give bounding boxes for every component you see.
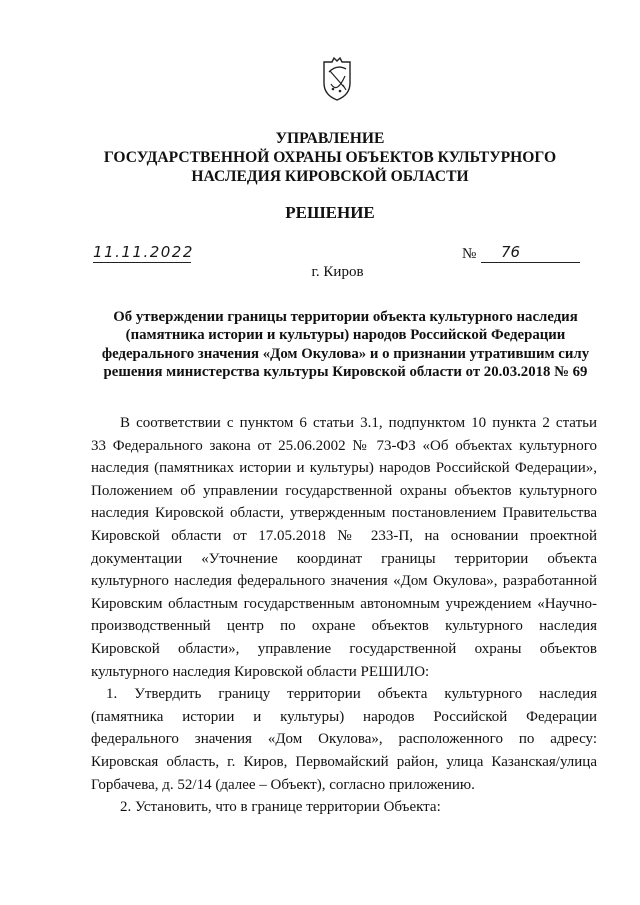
agency-line: УПРАВЛЕНИЕ bbox=[275, 130, 385, 147]
document-type-title: РЕШЕНИЕ bbox=[285, 203, 375, 222]
body-line: Горбачева, д. 52/14 (далее – Объект), согласно приложению. bbox=[91, 776, 475, 793]
body-line: документации «Уточнение координат границы территории объекта bbox=[91, 550, 597, 567]
body-line: Положением об управлении государственной охраны объектов культурного bbox=[91, 482, 597, 499]
subject-line: решения министерства культуры Кировской области от 20.03.2018 № 69 bbox=[103, 363, 588, 380]
body-line: наследия (памятниках истории и культуры) народов Российской Федерации», bbox=[91, 460, 597, 477]
agency-line: ГОСУДАРСТВЕННОЙ ОХРАНЫ ОБЪЕКТОВ КУЛЬТУРНОГО bbox=[103, 149, 557, 166]
document-body bbox=[91, 412, 597, 819]
agency-name bbox=[60, 129, 600, 186]
subject-line: (памятника истории и культуры) народов Российской Федерации bbox=[125, 327, 566, 344]
document-number: 76 bbox=[481, 243, 580, 263]
agency-line: НАСЛЕДИЯ КИРОВСКОЙ ОБЛАСТИ bbox=[191, 168, 469, 185]
body-line: 2. Установить, что в границе территории Объекта: bbox=[120, 799, 441, 816]
body-line: культурного наследия федерального значения «Дом Окулова», разработанной bbox=[91, 573, 597, 590]
number-label: № bbox=[462, 246, 477, 262]
body-line: Кировским областным государственным автономным учреждением «Научно- bbox=[91, 595, 597, 612]
body-line: В соответствии с пунктом 6 статьи 3.1, подпунктом 10 пункта 2 статьи bbox=[120, 415, 597, 431]
subject-line: Об утверждении границы территории объекта культурного наследия bbox=[113, 309, 578, 325]
body-line: (памятника истории и культуры) народов Российской Федерации bbox=[91, 708, 597, 725]
body-line: Кировской области от 17.05.2018 № 233-П, на основании проектной bbox=[91, 527, 597, 544]
body-line: наследия Кировской области, утвержденным постановлением Правительства bbox=[91, 505, 597, 522]
subject-line: федерального значения «Дом Окулова» и о признании утратившим силу bbox=[101, 345, 590, 362]
body-line: производственный центр по охране объектов культурного наследия bbox=[91, 618, 597, 635]
body-line: культурного наследия Кировской области РЕШИЛО: bbox=[91, 663, 430, 680]
body-line: 1. Утвердить границу территории объекта культурного наследия bbox=[106, 686, 597, 703]
body-line: Кировской области», управление государственной охраны объектов bbox=[91, 640, 597, 657]
city-label: г. Киров bbox=[311, 264, 364, 280]
coat-of-arms-icon bbox=[318, 56, 356, 102]
document-subject bbox=[93, 308, 598, 381]
body-line: Кировская область, г. Киров, Первомайский район, улица Казанская/улица bbox=[91, 753, 597, 770]
document-date: 11.11.2022 bbox=[93, 243, 194, 261]
body-line: федерального значения «Дом Окулова», расположенного по адресу: bbox=[91, 731, 597, 748]
body-line: 33 Федерального закона от 25.06.2002 № 73-ФЗ «Об объектах культурного bbox=[91, 437, 597, 454]
